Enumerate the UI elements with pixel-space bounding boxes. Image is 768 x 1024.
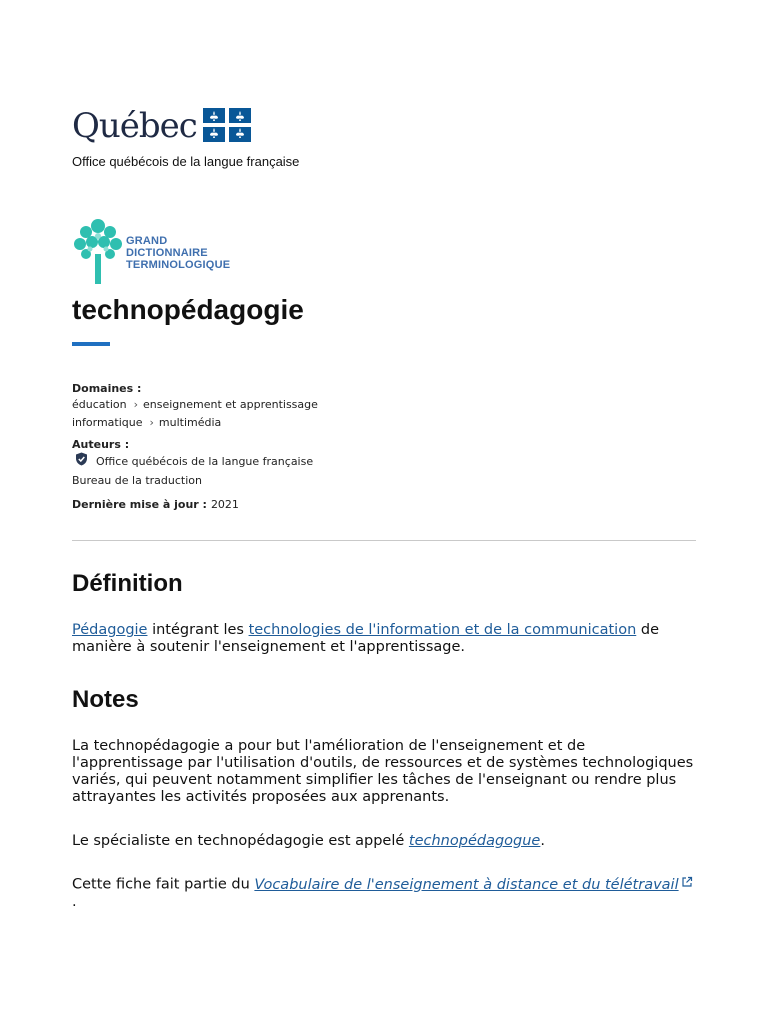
- notes-heading: Notes: [72, 686, 139, 713]
- domain-row: [72, 396, 318, 414]
- chevron-right-icon: ›: [133, 398, 138, 411]
- vocabulaire-link[interactable]: [254, 877, 692, 893]
- tree-icon: [72, 216, 124, 290]
- term-metadata: [72, 382, 318, 514]
- office-name: Office québécois de la langue française: [72, 154, 300, 169]
- gdt-line: GRAND: [126, 235, 168, 247]
- domain-child: multimédia: [158, 416, 222, 429]
- definition-text: [72, 622, 696, 656]
- notes-paragraph: [72, 833, 696, 850]
- section-divider: [72, 540, 696, 541]
- vocabulaire-link-text: Vocabulaire de l'enseignement à distance et du télétravail: [254, 876, 679, 893]
- gdt-wordmark: [126, 235, 230, 271]
- updated-label: Dernière mise à jour :: [72, 498, 207, 511]
- notes-fragment: Cette fiche fait partie du: [72, 876, 255, 893]
- pedagogie-link[interactable]: Pédagogie: [72, 622, 148, 638]
- domain-parent: éducation: [72, 398, 127, 411]
- gdt-line: DICTIONNAIRE: [126, 247, 208, 259]
- notes-fragment: .: [540, 833, 545, 849]
- title-accent-bar: [72, 342, 110, 346]
- domain-parent: informatique: [72, 416, 143, 429]
- notes-paragraph: [72, 876, 696, 911]
- shield-check-icon: [75, 452, 88, 472]
- tic-link[interactable]: technologies de l'information et de la communication: [248, 622, 637, 638]
- gdt-logo[interactable]: [72, 216, 230, 290]
- quebec-flag-icon: [203, 108, 251, 146]
- chevron-right-icon: ›: [149, 416, 154, 429]
- author-name: Office québécois de la langue française: [96, 455, 314, 468]
- notes-paragraph: La technopédagogie a pour but l'amélioration de l'enseignement et de l'apprentissage par l'utilisation d'outils, de ressources et de systèmes technologiques variés, qui peuvent notamment simplifier les tâches de l'enseignant ou rendre plus attrayantes les activités proposées aux apprenants.: [72, 738, 694, 805]
- quebec-wordmark: Québec: [72, 106, 197, 146]
- domain-row: [72, 414, 318, 432]
- gdt-line: TERMINOLOGIQUE: [126, 259, 231, 271]
- updated-row: [72, 496, 318, 514]
- technopedagogue-link[interactable]: technopédagogue: [408, 833, 541, 849]
- domain-child: enseignement et apprentissage: [143, 398, 318, 411]
- term-title: technopédagogie: [72, 294, 304, 325]
- definition-heading: Définition: [72, 570, 183, 597]
- definition-fragment: de manière à soutenir l'enseignement et l'apprentissage.: [72, 622, 659, 655]
- quebec-logo[interactable]: [72, 106, 251, 146]
- updated-value: 2021: [210, 498, 239, 511]
- author-name: Bureau de la traduction: [72, 474, 202, 487]
- notes-fragment: .: [72, 893, 77, 910]
- external-link-icon: [681, 876, 693, 893]
- author-row: [72, 452, 318, 472]
- definition-fragment: intégrant les: [147, 622, 249, 638]
- notes-fragment: Le spécialiste en technopédagogie est appelé: [72, 833, 409, 849]
- authors-label: Auteurs :: [72, 438, 130, 451]
- domains-label: Domaines :: [72, 382, 142, 395]
- author-row: [72, 472, 318, 490]
